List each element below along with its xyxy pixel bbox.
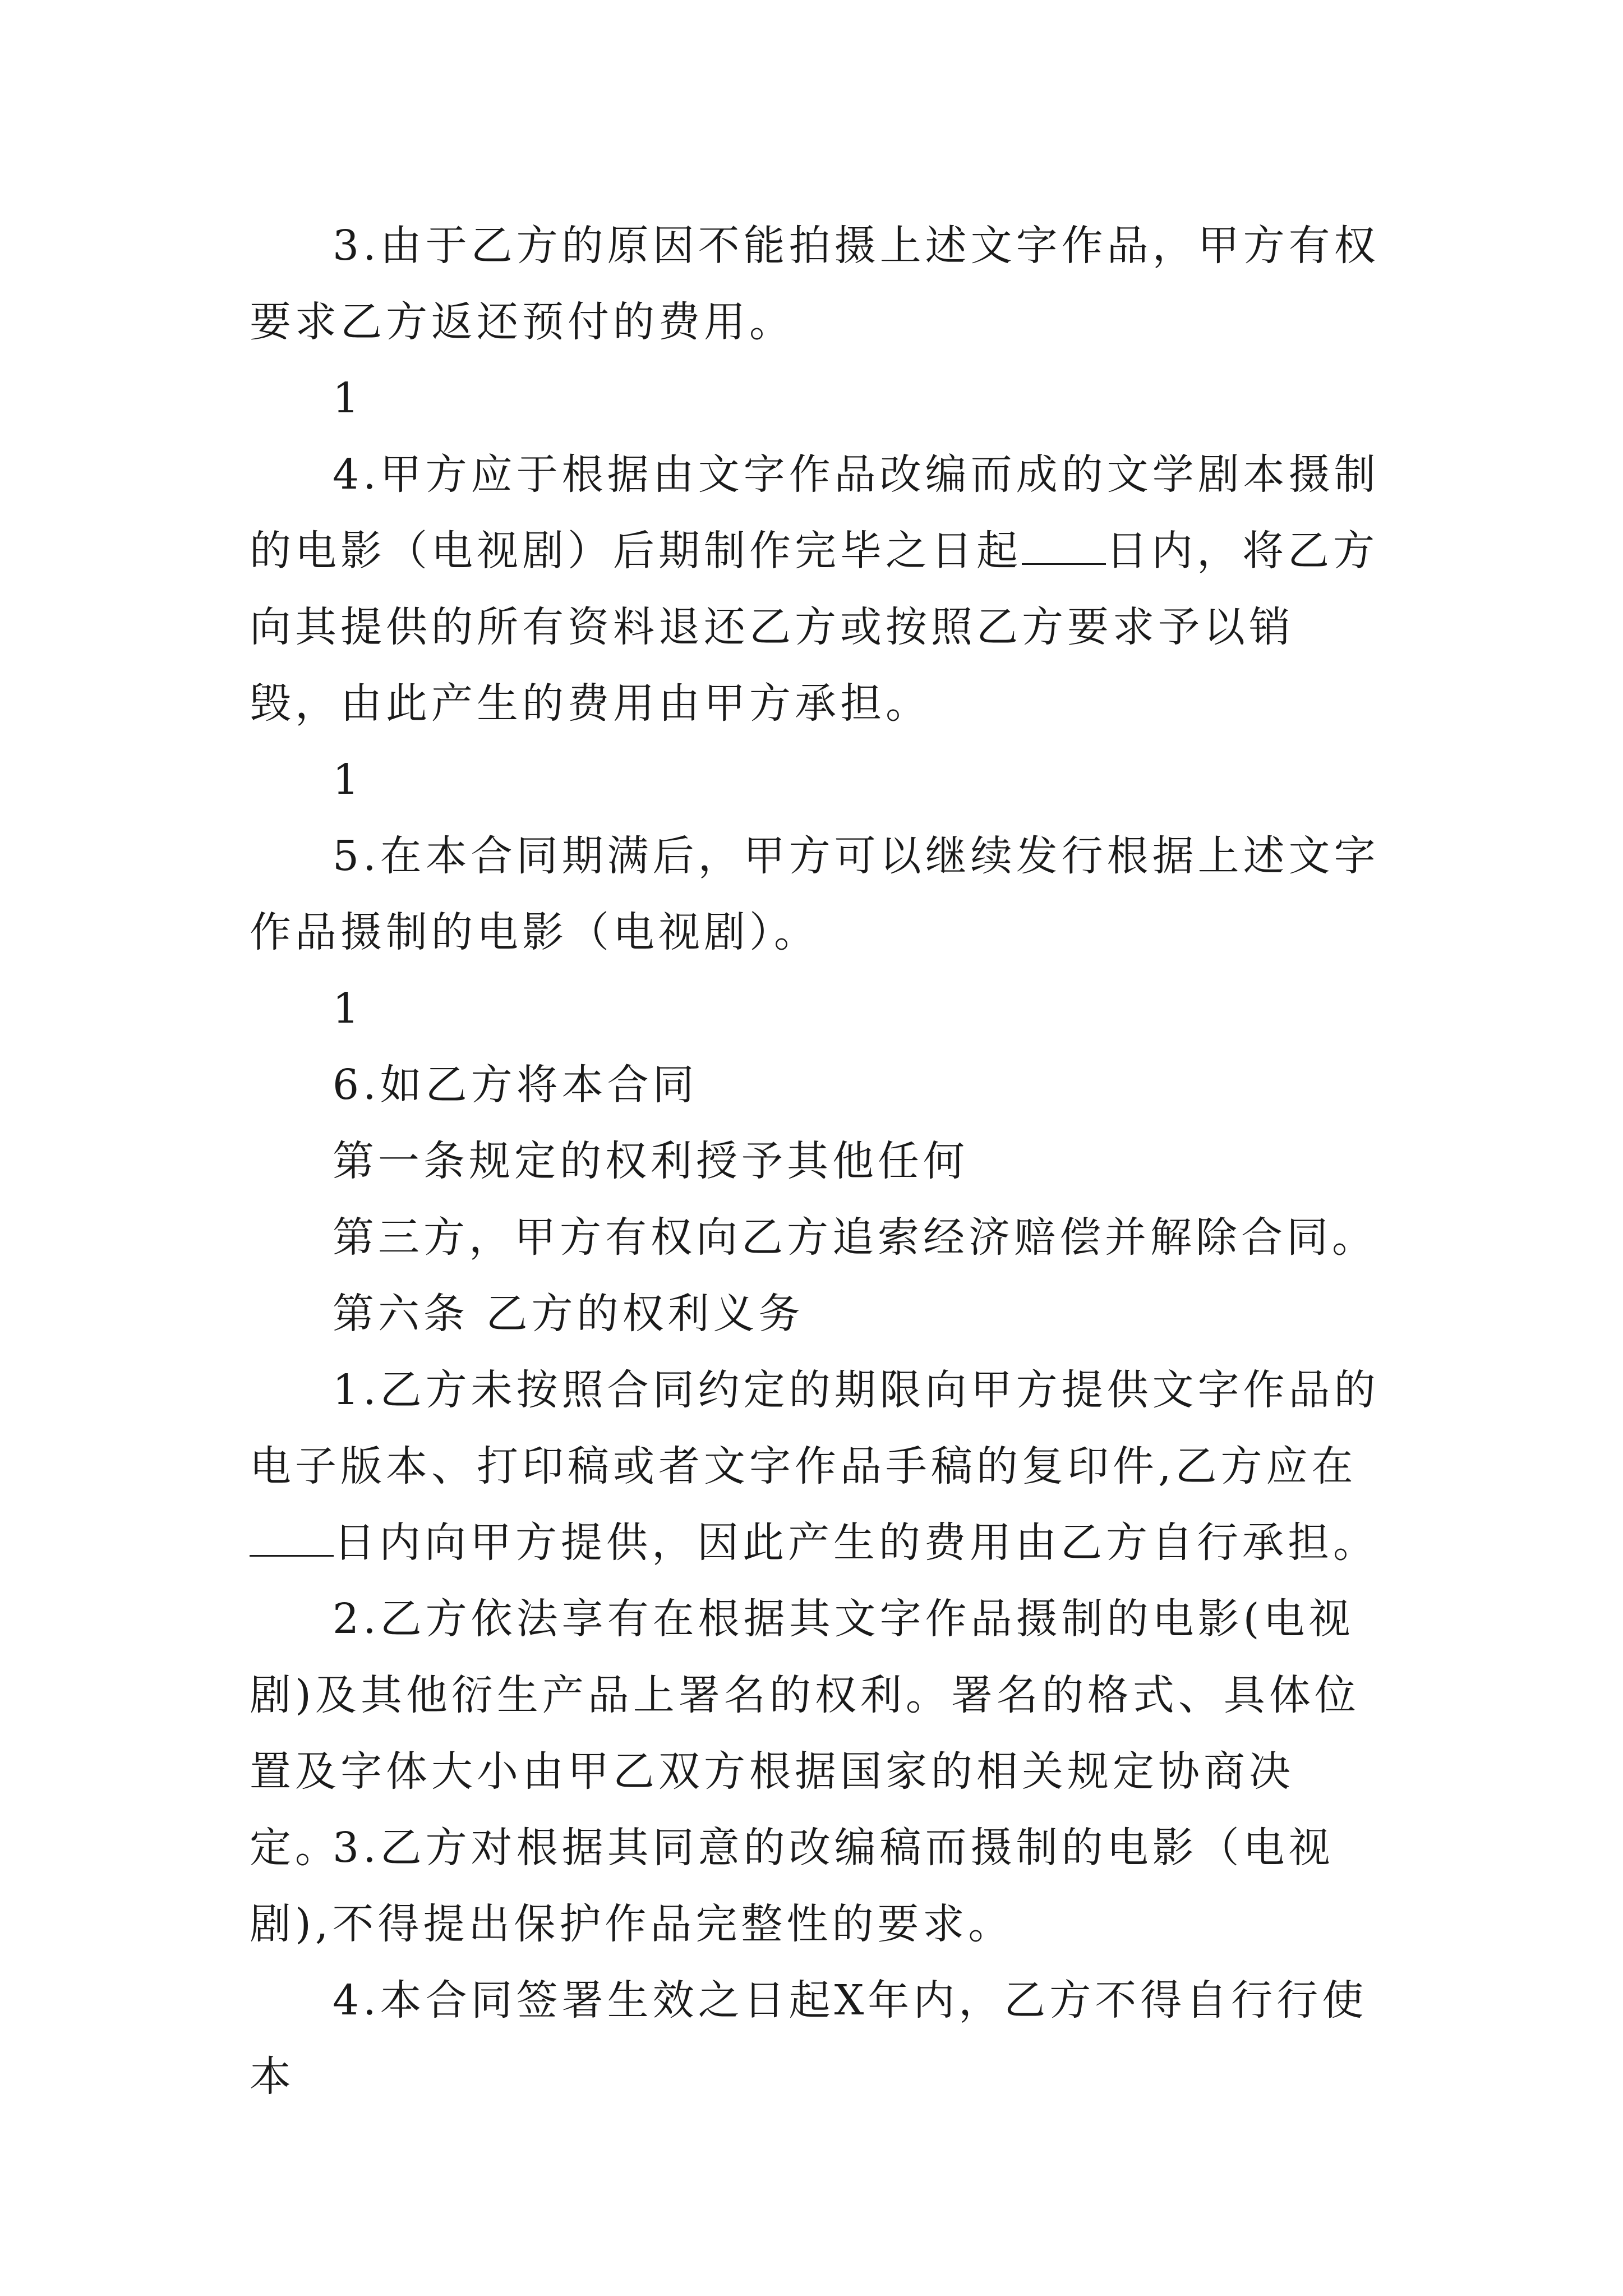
clause-paragraph: 第三方，甲方有权向乙方追索经济赔偿并解除合同。 bbox=[333, 1213, 1377, 1262]
clause-paragraph: 6.如乙方将本合同 bbox=[333, 1061, 698, 1109]
clause-paragraph: 第一条规定的权利授予其他任何 bbox=[333, 1137, 969, 1185]
clause-paragraph: 4.本合同签署生效之日起X年内，乙方不得自行行使本 bbox=[250, 1976, 1368, 2101]
blank-fill-line bbox=[250, 1521, 334, 1557]
clause-text: 1.乙方未按照合同约定的期限向甲方提供文字作品的电子版本、打印稿或者文字作品手稿的复印件,乙方应在 bbox=[250, 1366, 1380, 1490]
clause-paragraph bbox=[250, 436, 1382, 742]
clause-text: 日内向甲方提供，因此产生的费用由乙方自行承担。 bbox=[334, 1519, 1378, 1567]
clause-paragraph: 5.在本合同期满后，甲方可以继续发行根据上述文字作品摄制的电影（电视剧）。 bbox=[250, 832, 1380, 956]
blank-fill-line bbox=[1022, 530, 1106, 565]
page-number-marker: 1 bbox=[333, 984, 363, 1033]
section-heading: 第六条 乙方的权利义务 bbox=[333, 1290, 804, 1338]
clause-paragraph bbox=[250, 1352, 1382, 1581]
clause-paragraph: 2.乙方依法享有在根据其文字作品摄制的电影(电视剧)及其他衍生产品上署名的权利。署名的格式、具体位置及字体大小由甲乙双方根据国家的相关规定协商决定。 bbox=[250, 1595, 1360, 1872]
clause-paragraph: 3.乙方对根据其同意的改编稿而摄制的电影（电视剧),不得提出保护作品完整性的要求。 bbox=[250, 1824, 1334, 1948]
clause-paragraph: 3.由于乙方的原因不能拍摄上述文字作品，甲方有权要求乙方返还预付的费用。 bbox=[250, 222, 1380, 346]
clause-text: 日内，将乙方向其提供的所有资料退还乙方或按照乙方要求予以销毁，由此产生的费用由甲方承担。 bbox=[250, 527, 1378, 728]
page-number-marker: 1 bbox=[333, 374, 363, 422]
page-number-marker: 1 bbox=[333, 756, 363, 804]
clause-text: 4.甲方应于根据由文字作品改编而成的文学剧本摄制的电影（电视剧）后期制作完毕之日起 bbox=[250, 450, 1380, 575]
